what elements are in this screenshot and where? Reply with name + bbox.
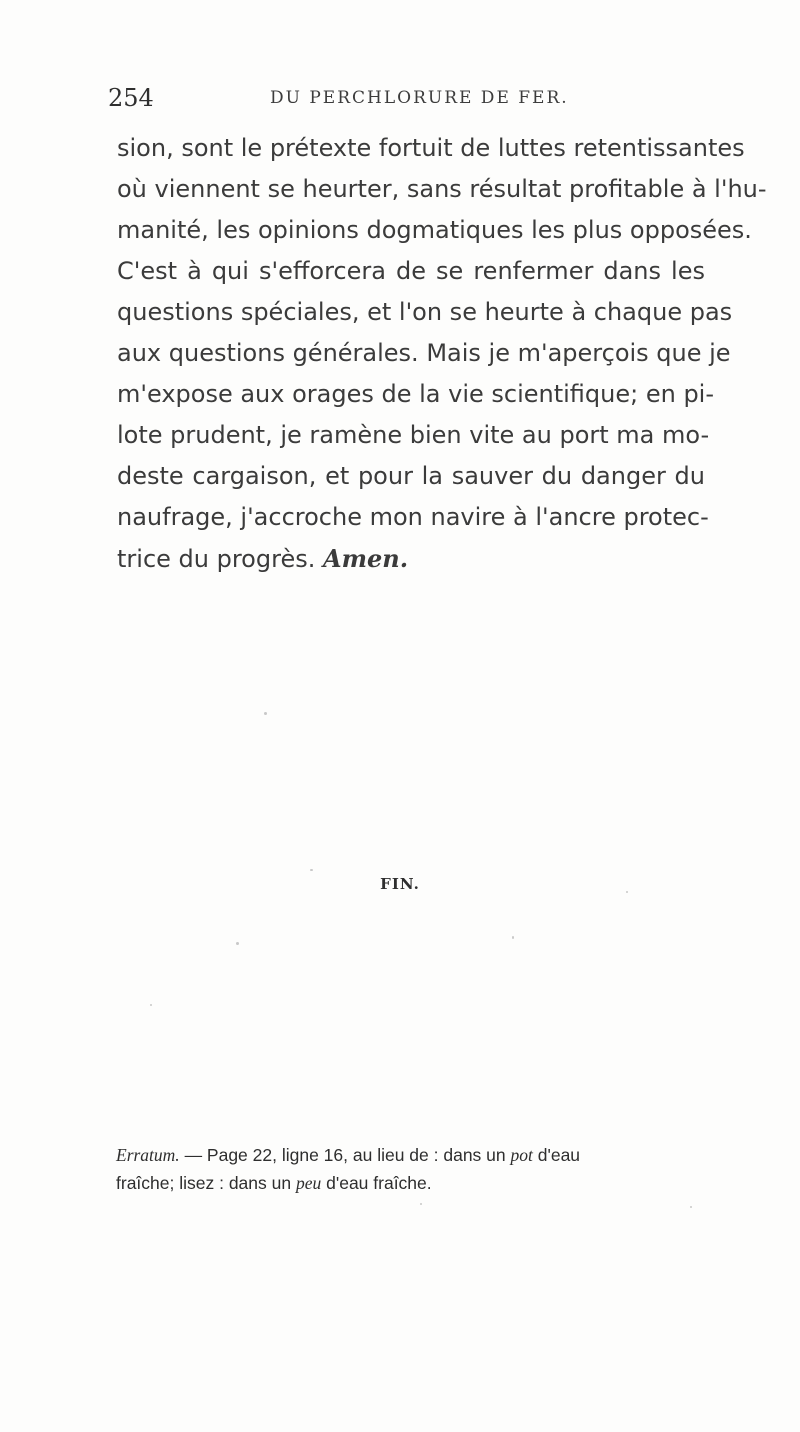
running-head: DU PERCHLORURE DE FER. [270,88,569,108]
ink-speck [310,869,313,871]
ink-speck [690,1206,692,1208]
ink-speck [626,891,628,893]
page-header [108,84,708,118]
erratum-line-1 [116,1141,706,1169]
body-paragraph [117,128,767,579]
ink-speck [264,712,267,715]
body-line: lote prudent, je ramène bien vite au port ma mo- [117,421,710,449]
erratum-line-2 [116,1169,706,1197]
body-line: naufrage, j'accroche mon navire à l'ancre protec- [117,503,709,531]
body-line: où viennent se heurter, sans résultat profitable à l'hu- [117,175,767,203]
page-number: 254 [108,84,154,112]
erratum-end-1: d'eau [537,1145,581,1165]
body-line: C'est à qui s'efforcera de se renfermer dans les [117,257,705,285]
body-line: manité, les opinions dogmatiques les plus opposées. [117,216,752,244]
erratum-note [116,1141,706,1197]
erratum-text-1: — Page 22, ligne 16, au lieu de : dans un [184,1145,506,1165]
body-last-text: trice du progrès. [117,545,316,573]
body-line-last [117,538,705,579]
body-line: deste cargaison, et pour la sauver du danger du [117,462,705,490]
erratum-italic-2: peu [295,1173,322,1193]
erratum-text-2: fraîche; lisez : dans un [116,1173,292,1193]
amen-word: Amen. [322,544,409,573]
erratum-end-2: d'eau fraîche. [326,1173,432,1193]
ink-speck [420,1203,422,1205]
body-line: questions spéciales, et l'on se heurte à chaque pas [117,298,733,326]
body-line: sion, sont le prétexte fortuit de luttes retentissantes [117,134,745,162]
ink-speck [512,936,514,939]
ink-speck [150,1004,152,1006]
body-line: m'expose aux orages de la vie scientifique; en pi- [117,380,715,408]
ink-speck [236,942,239,945]
erratum-italic-1: pot [510,1145,533,1165]
body-line: aux questions générales. Mais je m'aperçois que je [117,339,731,367]
fin-label: FIN. [380,875,420,893]
erratum-label: Erratum. [116,1145,180,1165]
